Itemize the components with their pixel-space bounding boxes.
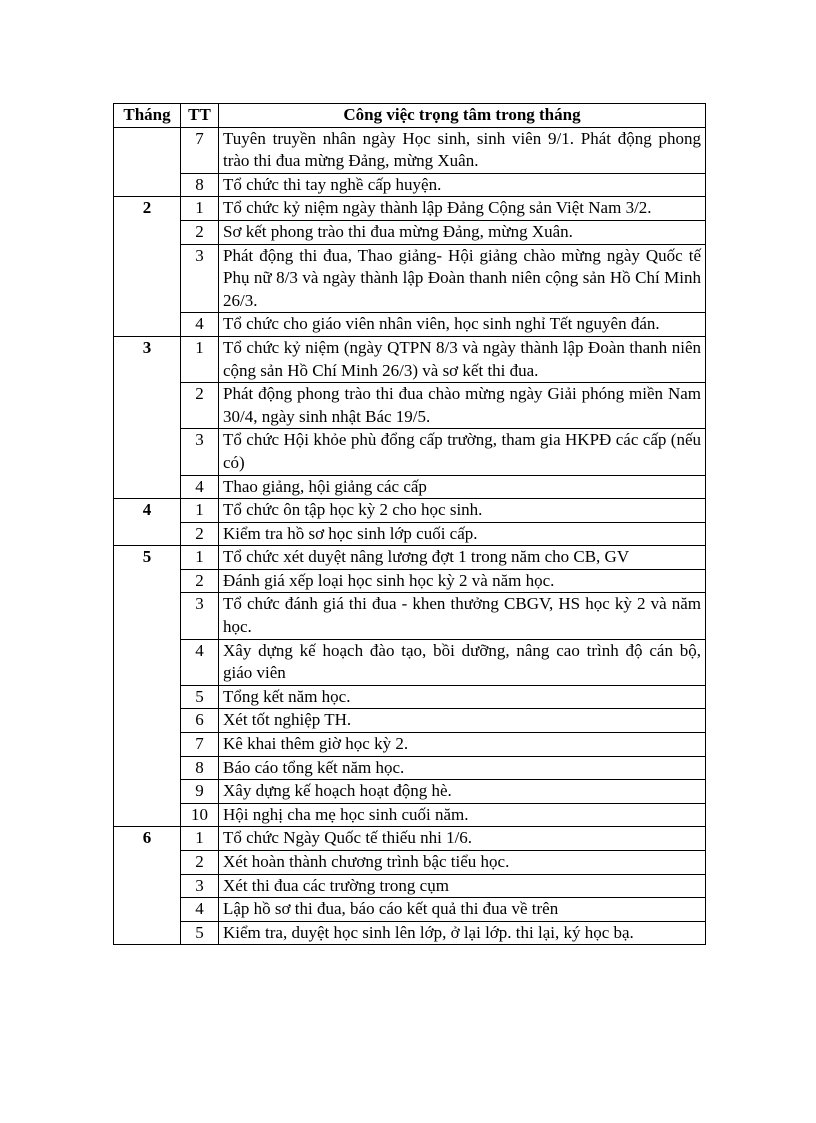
- table-row: [114, 244, 706, 313]
- table-row: [114, 313, 706, 337]
- table-row: [114, 383, 706, 429]
- table-row: [114, 898, 706, 922]
- tt-cell: 1: [181, 197, 219, 221]
- task-cell: Tổ chức kỷ niệm (ngày QTPN 8/3 và ngày thành lập Đoàn thanh niên cộng sản Hồ Chí Minh 26/3) và sơ kết thi đua.: [219, 336, 706, 382]
- table-row: [114, 220, 706, 244]
- table-row: [114, 709, 706, 733]
- document-page: [113, 103, 705, 945]
- tt-cell: 1: [181, 546, 219, 570]
- table-row: [114, 173, 706, 197]
- task-cell: Xét thi đua các trường trong cụm: [219, 874, 706, 898]
- task-cell: Xây dựng kế hoạch đào tạo, bồi dưỡng, nâng cao trình độ cán bộ, giáo viên: [219, 639, 706, 685]
- tt-cell: 7: [181, 733, 219, 757]
- task-cell: Thao giảng, hội giảng các cấp: [219, 475, 706, 499]
- table-row: [114, 429, 706, 475]
- table-row: [114, 499, 706, 523]
- table-row: [114, 921, 706, 945]
- task-cell: Sơ kết phong trào thi đua mừng Đảng, mừng Xuân.: [219, 220, 706, 244]
- table-row: [114, 874, 706, 898]
- tt-cell: 4: [181, 639, 219, 685]
- monthly-plan-table: [113, 103, 706, 945]
- task-cell: Tổ chức đánh giá thi đua - khen thưởng CBGV, HS học kỳ 2 và năm học.: [219, 593, 706, 639]
- task-cell: Tổ chức cho giáo viên nhân viên, học sinh nghỉ Tết nguyên đán.: [219, 313, 706, 337]
- tt-cell: 10: [181, 803, 219, 827]
- tt-cell: 6: [181, 709, 219, 733]
- task-cell: Tổ chức Hội khỏe phù đổng cấp trường, tham gia HKPĐ các cấp (nếu có): [219, 429, 706, 475]
- table-row: [114, 569, 706, 593]
- table-row: [114, 803, 706, 827]
- tt-cell: 3: [181, 874, 219, 898]
- table-row: [114, 522, 706, 546]
- table-row: [114, 685, 706, 709]
- table-row: [114, 475, 706, 499]
- table-row: [114, 851, 706, 875]
- month-cell: 4: [114, 499, 181, 546]
- task-cell: Xét hoàn thành chương trình bậc tiểu học.: [219, 851, 706, 875]
- tt-cell: 5: [181, 921, 219, 945]
- table-row: [114, 593, 706, 639]
- header-row: [114, 104, 706, 128]
- tt-cell: 1: [181, 827, 219, 851]
- header-tt: TT: [181, 104, 219, 128]
- tt-cell: 8: [181, 756, 219, 780]
- task-cell: Xét tốt nghiệp TH.: [219, 709, 706, 733]
- task-cell: Tuyên truyền nhân ngày Học sinh, sinh viên 9/1. Phát động phong trào thi đua mừng Đảng, mừng Xuân.: [219, 127, 706, 173]
- task-cell: Tổ chức ôn tập học kỳ 2 cho học sinh.: [219, 499, 706, 523]
- tt-cell: 2: [181, 522, 219, 546]
- task-cell: Xây dựng kế hoạch hoạt động hè.: [219, 780, 706, 804]
- task-cell: Báo cáo tổng kết năm học.: [219, 756, 706, 780]
- task-cell: Phát động phong trào thi đua chào mừng ngày Giải phóng miền Nam 30/4, ngày sinh nhật Bác 19/5.: [219, 383, 706, 429]
- tt-cell: 1: [181, 336, 219, 382]
- table-row: [114, 546, 706, 570]
- task-cell: Kiểm tra, duyệt học sinh lên lớp, ở lại lớp. thi lại, ký học bạ.: [219, 921, 706, 945]
- tt-cell: 3: [181, 244, 219, 313]
- task-cell: Kiểm tra hồ sơ học sinh lớp cuối cấp.: [219, 522, 706, 546]
- tt-cell: 1: [181, 499, 219, 523]
- table-row: [114, 336, 706, 382]
- task-cell: Tổ chức xét duyệt nâng lương đợt 1 trong năm cho CB, GV: [219, 546, 706, 570]
- tt-cell: 5: [181, 685, 219, 709]
- task-cell: Tổ chức Ngày Quốc tế thiếu nhi 1/6.: [219, 827, 706, 851]
- tt-cell: 4: [181, 475, 219, 499]
- task-cell: Phát động thi đua, Thao giảng- Hội giảng chào mừng ngày Quốc tế Phụ nữ 8/3 và ngày thành lập Đoàn thanh niên cộng sản Hồ Chí Minh 26/3.: [219, 244, 706, 313]
- month-cell: 6: [114, 827, 181, 945]
- table-row: [114, 780, 706, 804]
- table-body: [114, 127, 706, 945]
- tt-cell: 4: [181, 313, 219, 337]
- month-cell: 5: [114, 546, 181, 827]
- task-cell: Tổ chức kỷ niệm ngày thành lập Đảng Cộng sản Việt Nam 3/2.: [219, 197, 706, 221]
- month-cell: 3: [114, 336, 181, 498]
- tt-cell: 8: [181, 173, 219, 197]
- table-row: [114, 827, 706, 851]
- header-task: Công việc trọng tâm trong tháng: [219, 104, 706, 128]
- task-cell: Kê khai thêm giờ học kỳ 2.: [219, 733, 706, 757]
- task-cell: Lập hồ sơ thi đua, báo cáo kết quả thi đua về trên: [219, 898, 706, 922]
- tt-cell: 3: [181, 429, 219, 475]
- tt-cell: 9: [181, 780, 219, 804]
- header-month: Tháng: [114, 104, 181, 128]
- month-cell: [114, 127, 181, 197]
- tt-cell: 2: [181, 383, 219, 429]
- table-row: [114, 733, 706, 757]
- task-cell: Đánh giá xếp loại học sinh học kỳ 2 và năm học.: [219, 569, 706, 593]
- task-cell: Tổng kết năm học.: [219, 685, 706, 709]
- tt-cell: 4: [181, 898, 219, 922]
- table-row: [114, 756, 706, 780]
- tt-cell: 7: [181, 127, 219, 173]
- tt-cell: 3: [181, 593, 219, 639]
- table-row: [114, 127, 706, 173]
- task-cell: Tổ chức thi tay nghề cấp huyện.: [219, 173, 706, 197]
- tt-cell: 2: [181, 569, 219, 593]
- table-row: [114, 197, 706, 221]
- table-row: [114, 639, 706, 685]
- task-cell: Hội nghị cha mẹ học sinh cuối năm.: [219, 803, 706, 827]
- tt-cell: 2: [181, 220, 219, 244]
- tt-cell: 2: [181, 851, 219, 875]
- month-cell: 2: [114, 197, 181, 337]
